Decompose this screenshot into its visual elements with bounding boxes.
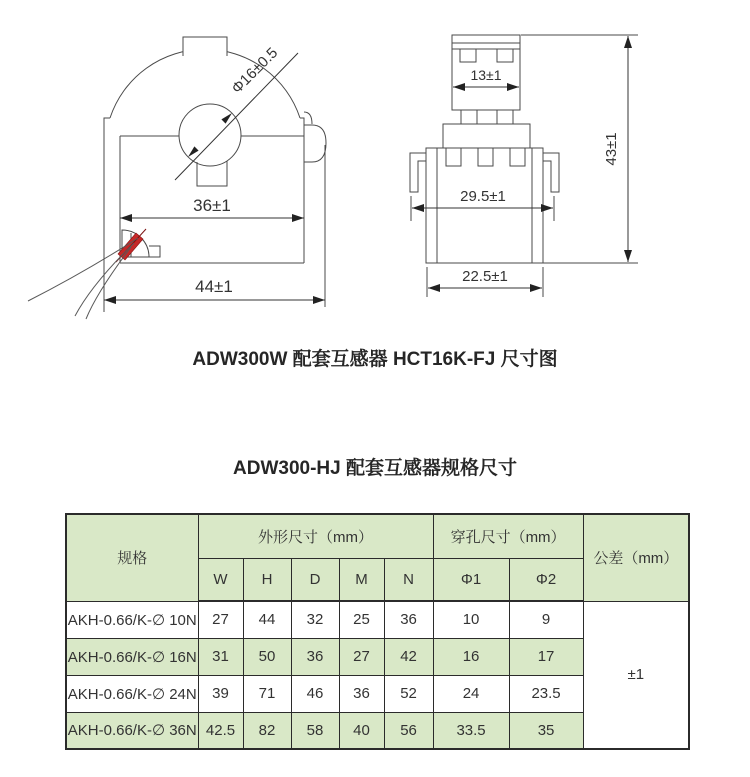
header-col-phi1: Φ1 xyxy=(433,558,509,601)
value-cell: 17 xyxy=(509,638,583,675)
hook-right xyxy=(543,153,559,192)
value-cell: 42.5 xyxy=(198,712,243,749)
table-row-10n xyxy=(66,601,689,638)
value-cell: 36 xyxy=(339,675,384,712)
value-cell: 36 xyxy=(291,638,339,675)
value-cell: 23.5 xyxy=(509,675,583,712)
value-cell: 24 xyxy=(433,675,509,712)
dim-label-36: 36±1 xyxy=(193,196,231,215)
model-cell: AKH-0.66/K-∅ 24N xyxy=(66,675,198,712)
header-col-w: W xyxy=(198,558,243,601)
value-cell: 52 xyxy=(384,675,433,712)
header-tolerance: 公差（mm） xyxy=(583,514,689,601)
header-col-d: D xyxy=(291,558,339,601)
front-view-drawing xyxy=(28,37,326,319)
right-ear-bump xyxy=(304,112,312,124)
leg-right xyxy=(497,110,513,124)
tolerance-cell: ±1 xyxy=(583,601,689,749)
technical-drawings xyxy=(0,0,750,345)
tooth-3 xyxy=(510,148,525,166)
value-cell: 16 xyxy=(433,638,509,675)
header-hole-dims: 穿孔尺寸（mm） xyxy=(433,514,583,558)
model-cell: AKH-0.66/K-∅ 10N xyxy=(66,601,198,638)
value-cell: 33.5 xyxy=(433,712,509,749)
value-cell: 10 xyxy=(433,601,509,638)
value-cell: 44 xyxy=(243,601,291,638)
value-cell: 27 xyxy=(198,601,243,638)
dim-label-43: 43±1 xyxy=(603,132,620,166)
left-step xyxy=(104,118,110,312)
value-cell: 9 xyxy=(509,601,583,638)
spec-table-title: ADW300-HJ 配套互感器规格尺寸 xyxy=(233,458,517,479)
drawing-caption: ADW300W 配套互感器 HCT16K-FJ 尺寸图 xyxy=(192,349,558,370)
value-cell: 46 xyxy=(291,675,339,712)
value-cell: 71 xyxy=(243,675,291,712)
value-cell: 35 xyxy=(509,712,583,749)
value-cell: 27 xyxy=(339,638,384,675)
value-cell: 40 xyxy=(339,712,384,749)
leg-left xyxy=(461,110,477,124)
bobbin-flange xyxy=(443,124,530,148)
model-cell: AKH-0.66/K-∅ 16N xyxy=(66,638,198,675)
value-cell: 25 xyxy=(339,601,384,638)
right-ear xyxy=(304,125,326,162)
value-cell: 39 xyxy=(198,675,243,712)
header-col-m: M xyxy=(339,558,384,601)
model-cell: AKH-0.66/K-∅ 36N xyxy=(66,712,198,749)
connector-notch-left xyxy=(460,49,476,62)
side-view-drawing xyxy=(410,35,638,297)
hook-left xyxy=(410,153,426,192)
value-cell: 58 xyxy=(291,712,339,749)
header-col-n: N xyxy=(384,558,433,601)
tooth-2 xyxy=(478,148,493,166)
dim-label-225: 22.5±1 xyxy=(462,268,508,285)
header-col-h: H xyxy=(243,558,291,601)
value-cell: 50 xyxy=(243,638,291,675)
value-cell: 31 xyxy=(198,638,243,675)
header-spec: 规格 xyxy=(66,514,198,601)
header-outline-dims: 外形尺寸（mm） xyxy=(198,514,433,558)
value-cell: 82 xyxy=(243,712,291,749)
value-cell: 36 xyxy=(384,601,433,638)
dim-label-phi16: Φ16±0.5 xyxy=(228,44,282,98)
value-cell: 32 xyxy=(291,601,339,638)
dim-label-13: 13±1 xyxy=(470,67,502,83)
value-cell: 42 xyxy=(384,638,433,675)
connector-notch-right xyxy=(497,49,513,62)
dim-label-295: 29.5±1 xyxy=(460,188,506,205)
value-cell: 56 xyxy=(384,712,433,749)
dim-label-44: 44±1 xyxy=(195,277,233,296)
header-row-1 xyxy=(66,514,689,558)
header-col-phi2: Φ2 xyxy=(509,558,583,601)
dome-top-notch xyxy=(183,37,227,56)
spec-table xyxy=(65,513,690,750)
tooth-1 xyxy=(446,148,461,166)
right-step xyxy=(300,118,304,136)
